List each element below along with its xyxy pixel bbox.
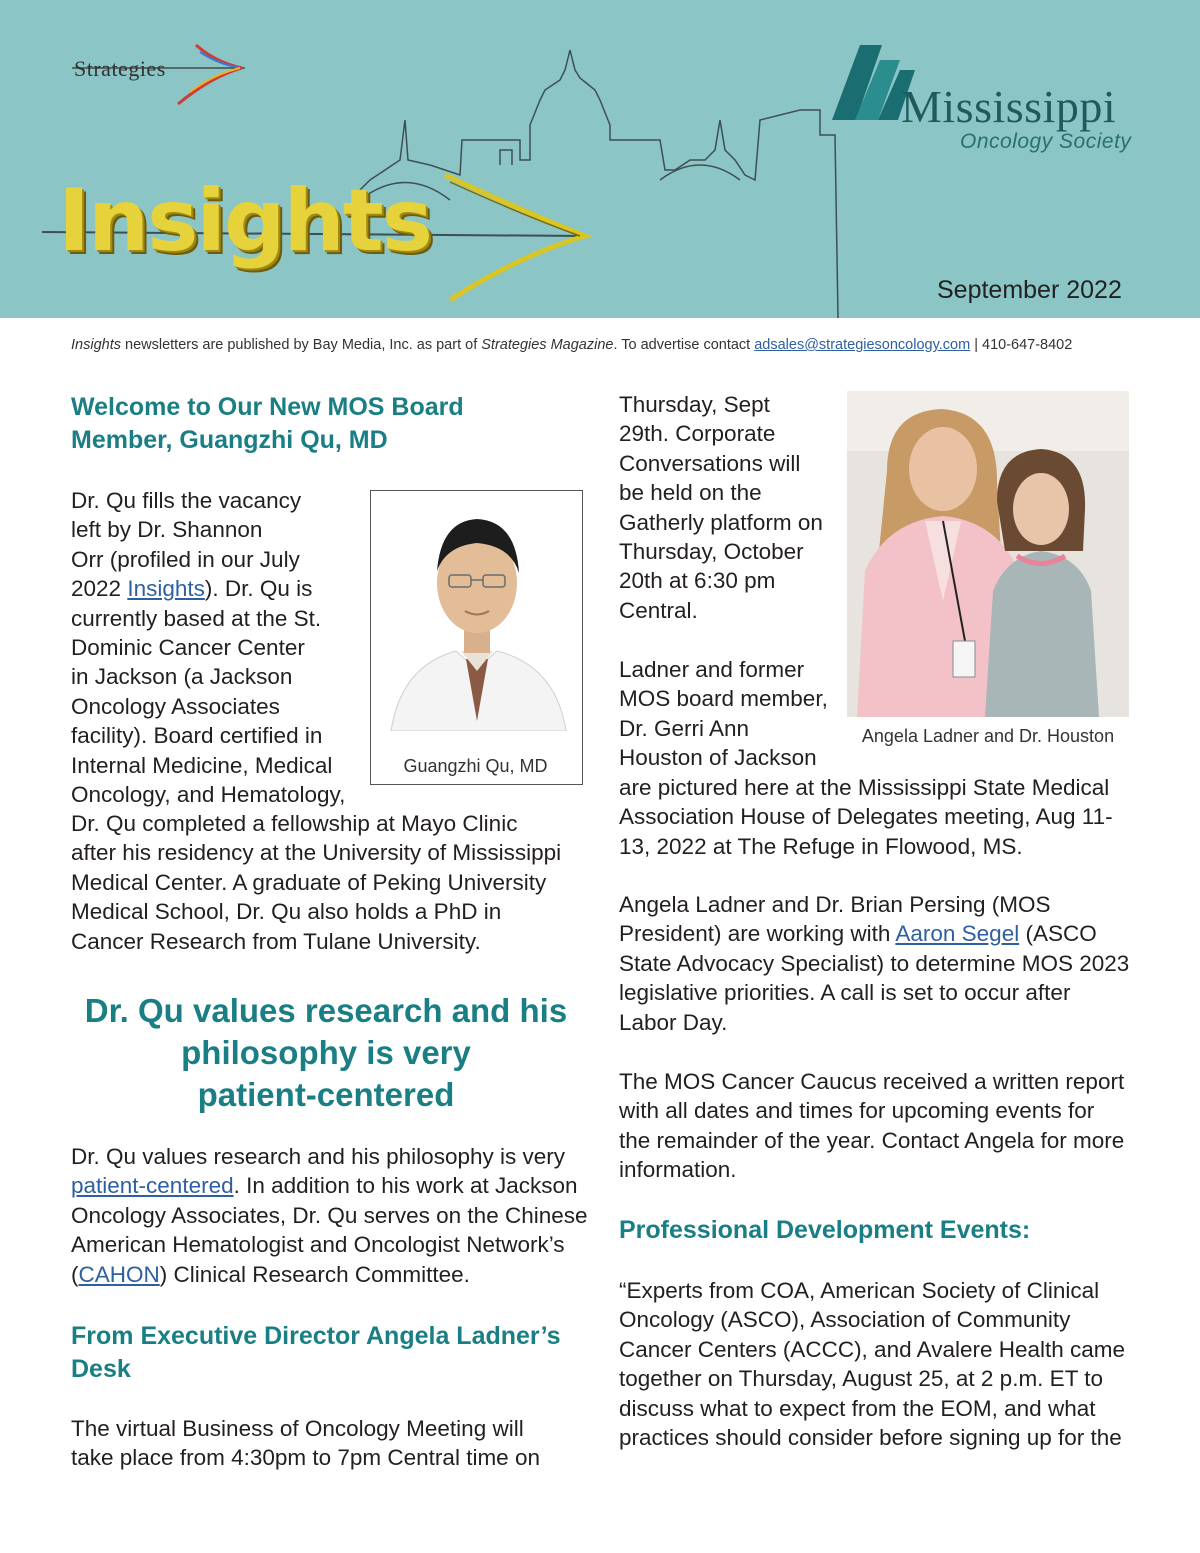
- text-line: Dominic Cancer Center: [71, 635, 305, 661]
- pub-phone: | 410-647-8402: [970, 337, 1073, 353]
- text-line: Angela Ladner and Dr. Brian Persing (MOS: [619, 892, 1051, 917]
- house-of-delegates-text: [619, 773, 1139, 861]
- text-fragment: ). Dr. Qu is: [204, 576, 313, 602]
- text-line: [71, 574, 371, 603]
- legislative-priorities-paragraph: [619, 890, 1139, 1037]
- text-line: “Experts from COA, American Society of Clinical: [619, 1278, 1100, 1303]
- text-line: Cancer Centers (ACCC), and Avalere Health came: [619, 1336, 1126, 1362]
- business-meeting-paragraph: [71, 1414, 591, 1473]
- text-line: Dr. Gerri Ann: [619, 715, 750, 741]
- qu-photo-frame: [370, 490, 583, 785]
- text-line: Cancer Research from Tulane University.: [71, 928, 481, 954]
- pub-newsletter-name: Insights: [71, 337, 121, 353]
- text-line: left by Dr. Shannon: [71, 517, 263, 543]
- text-line: Oncology, and Hematology,: [71, 782, 346, 808]
- ladner-houston-image: [847, 391, 1129, 717]
- text-fragment: (: [71, 1261, 79, 1287]
- pull-quote-line: philosophy is very: [181, 1034, 471, 1071]
- pub-text-2: . To advertise contact: [613, 337, 755, 353]
- text-fragment: ) Clinical Research Committee.: [159, 1261, 470, 1287]
- insights-link[interactable]: Insights: [127, 576, 205, 602]
- text-line: Internal Medicine, Medical: [71, 752, 333, 778]
- heading-executive-director: From Executive Director Angela Ladner’s Desk: [71, 1322, 561, 1383]
- ladner-intro-text: [619, 655, 849, 773]
- pub-magazine-name: Strategies Magazine: [481, 337, 614, 353]
- qu-photo-caption: Guangzhi Qu, MD: [403, 756, 548, 776]
- text-line: after his residency at the University of Mississippi: [71, 840, 562, 866]
- text-line: Orr (profiled in our July: [71, 546, 300, 572]
- text-line: Gatherly platform on: [619, 509, 823, 535]
- text-line: 13, 2022 at The Refuge in Flowood, MS.: [619, 833, 1023, 859]
- text-line: take place from 4:30pm to 7pm Central time on: [71, 1445, 540, 1471]
- eom-paragraph: [619, 1276, 1139, 1452]
- intro-full-text: [71, 809, 591, 956]
- text-fragment: (ASCO: [1019, 921, 1097, 947]
- pub-text: newsletters are published by Bay Media, Inc. as part of: [120, 337, 482, 353]
- text-line: The MOS Cancer Caucus received a written report: [619, 1069, 1125, 1094]
- text-line: Ladner and former: [619, 657, 805, 682]
- text-line: 29th. Corporate: [619, 421, 776, 447]
- text-line: Medical Center. A graduate of Peking University: [71, 869, 547, 895]
- strategies-logo: Strategies: [74, 56, 166, 81]
- text-line: Dr. Qu values research and his philosophy is very: [71, 1144, 565, 1169]
- research-paragraph: [71, 1142, 591, 1289]
- text-line: Oncology Associates, Dr. Qu serves on the Chinese: [71, 1202, 588, 1228]
- text-line: Labor Day.: [619, 1009, 728, 1035]
- society-name: Mississippi: [901, 81, 1117, 132]
- text-line: Thursday, Sept: [619, 392, 770, 417]
- text-line: in Jackson (a Jackson: [71, 664, 293, 690]
- cancer-caucus-paragraph: [619, 1067, 1139, 1185]
- text-line: The virtual Business of Oncology Meeting will: [71, 1416, 524, 1441]
- meeting-dates-text: [619, 390, 849, 625]
- text-line: [71, 1260, 591, 1289]
- text-line: [619, 919, 1139, 948]
- text-line: together on Thursday, August 25, at 2 p.m. ET to: [619, 1366, 1104, 1392]
- text-line: [71, 1171, 591, 1200]
- text-fragment: 2022: [71, 576, 128, 602]
- qu-portrait-image: [371, 491, 582, 731]
- text-line: currently based at the St.: [71, 605, 322, 631]
- text-fragment: President) are working with: [619, 921, 896, 947]
- text-fragment: . In addition to his work at Jackson: [233, 1173, 578, 1199]
- text-line: practices should consider before signing up for the: [619, 1425, 1122, 1451]
- text-line: Dr. Qu fills the vacancy: [71, 488, 302, 513]
- text-line: Central.: [619, 597, 698, 623]
- masthead: [0, 0, 1200, 318]
- text-line: 20th at 6:30 pm: [619, 568, 776, 594]
- text-line: Dr. Qu completed a fellowship at Mayo Clinic: [71, 811, 518, 836]
- text-line: Medical School, Dr. Qu also holds a PhD in: [71, 899, 502, 925]
- text-line: the remainder of the year. Contact Angela for more: [619, 1127, 1125, 1153]
- issue-date: September 2022: [937, 276, 1122, 304]
- text-line: information.: [619, 1157, 737, 1183]
- text-line: Conversations will: [619, 450, 801, 476]
- text-line: State Advocacy Specialist) to determine MOS 2023: [619, 950, 1130, 976]
- text-line: facility). Board certified in: [71, 723, 323, 749]
- ladner-houston-photo: [847, 391, 1129, 717]
- newsletter-title: Insights: [58, 171, 431, 271]
- text-line: MOS board member,: [619, 686, 828, 712]
- text-line: be held on the: [619, 480, 762, 506]
- text-line: legislative priorities. A call is set to occur after: [619, 980, 1071, 1006]
- patient-centered-link[interactable]: patient-centered: [71, 1173, 234, 1199]
- intro-wrap-text: [71, 486, 371, 809]
- heading-new-board-member: Welcome to Our New MOS Board Member, Guangzhi Qu, MD: [71, 393, 464, 454]
- text-line: Houston of Jackson: [619, 745, 817, 771]
- advertising-email-link[interactable]: adsales@strategiesoncology.com: [754, 337, 971, 353]
- text-line: Association House of Delegates meeting, Aug 11-: [619, 804, 1113, 830]
- text-line: Thursday, October: [619, 539, 804, 565]
- text-line: with all dates and times for upcoming events for: [619, 1098, 1095, 1124]
- pull-quote-line: patient-centered: [197, 1076, 455, 1113]
- pull-quote: [71, 990, 581, 1116]
- aaron-segel-link[interactable]: Aaron Segel: [895, 921, 1020, 947]
- text-line: Oncology (ASCO), Association of Community: [619, 1307, 1071, 1333]
- society-subtitle: Oncology Society: [960, 130, 1132, 153]
- ladner-photo-caption: Angela Ladner and Dr. Houston: [861, 726, 1115, 746]
- text-line: Oncology Associates: [71, 693, 280, 719]
- text-line: American Hematologist and Oncologist Network’s: [71, 1232, 565, 1258]
- pull-quote-line: Dr. Qu values research and his: [84, 992, 568, 1029]
- text-line: discuss what to expect from the EOM, and what: [619, 1395, 1096, 1421]
- text-line: are pictured here at the Mississippi State Medical: [619, 775, 1110, 800]
- cahon-link[interactable]: CAHON: [78, 1261, 160, 1287]
- publication-info: [71, 337, 1072, 353]
- heading-professional-development: Professional Development Events:: [619, 1216, 1031, 1244]
